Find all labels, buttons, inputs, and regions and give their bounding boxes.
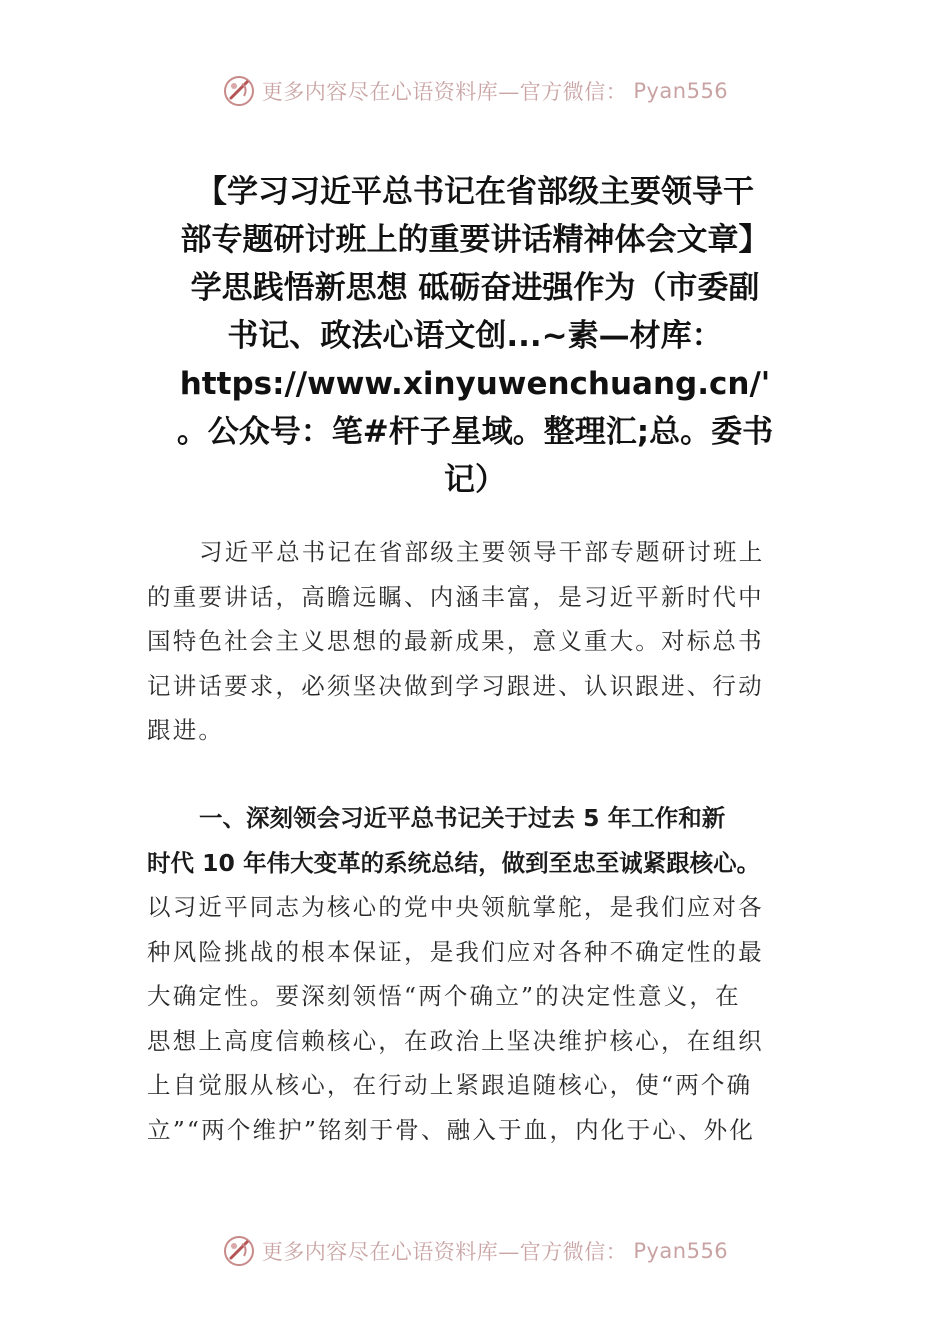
watermark-wechat-id: Pyan556 xyxy=(633,1239,729,1263)
paragraph-line: 种风险挑战的根本保证，是我们应对各种不确定性的最 xyxy=(147,937,764,966)
paragraph-line: 的重要讲话，高瞻远瞩、内涵丰富，是习近平新时代中 xyxy=(147,582,764,611)
title-line: 。公众号：笔#杆子星域。整理汇;总。委书 xyxy=(176,414,774,450)
title-line: 部专题研讨班上的重要讲话精神体会文章】 xyxy=(180,222,770,258)
title-line: 【学习习近平总书记在省部级主要领导干 xyxy=(196,174,754,210)
title-line: 记） xyxy=(444,462,506,498)
paragraph-line: 习近平总书记在省部级主要领导干部专题研讨班上 xyxy=(199,538,765,566)
footer-watermark xyxy=(0,1234,950,1268)
paragraph-line: 思想上高度信赖核心，在政治上坚决维护核心，在组织 xyxy=(147,1026,764,1055)
title-line: 书记、政法心语文创...~素—材库： xyxy=(227,318,723,354)
brand-logo-icon xyxy=(222,1234,256,1268)
paragraph-line: 跟进。 xyxy=(147,716,225,744)
section-heading-1 xyxy=(147,796,807,885)
paragraph-line: 以习近平同志为核心的党中央领航掌舵，是我们应对各 xyxy=(147,893,764,921)
section-1-paragraph xyxy=(147,885,807,1152)
brand-logo-icon xyxy=(222,74,256,108)
heading-line: 时代 10 年伟大变革的系统总结，做到至忠至诚紧跟核心。 xyxy=(147,848,761,877)
paragraph-line: 国特色社会主义思想的最新成果，意义重大。对标总书 xyxy=(147,627,764,655)
watermark-wechat-id: Pyan556 xyxy=(633,79,729,103)
paragraph-line: 立”“两个维护”铭刻于骨、融入于血，内化于心、外化 xyxy=(147,1115,756,1144)
paragraph-line: 记讲话要求，必须坚决做到学习跟进、认识跟进、行动 xyxy=(147,671,764,700)
article-title xyxy=(130,168,820,504)
paragraph-line: 上自觉服从核心，在行动上紧跟追随核心，使“两个确 xyxy=(147,1071,753,1099)
watermark-text: 更多内容尽在心语资料库—官方微信： xyxy=(261,1240,628,1264)
watermark-text: 更多内容尽在心语资料库—官方微信： xyxy=(261,80,628,104)
paragraph-line: 大确定性。要深刻领悟“两个确立”的决定性意义，在 xyxy=(147,982,741,1010)
title-line: https://www.xinyuwenchuang.cn/' xyxy=(179,366,771,402)
heading-line: 一、深刻领会习近平总书记关于过去 5 年工作和新 xyxy=(199,804,726,832)
title-line: 学思践悟新思想 砥砺奋进强作为（市委副 xyxy=(190,270,760,306)
intro-paragraph xyxy=(147,530,807,753)
header-watermark xyxy=(0,74,950,108)
